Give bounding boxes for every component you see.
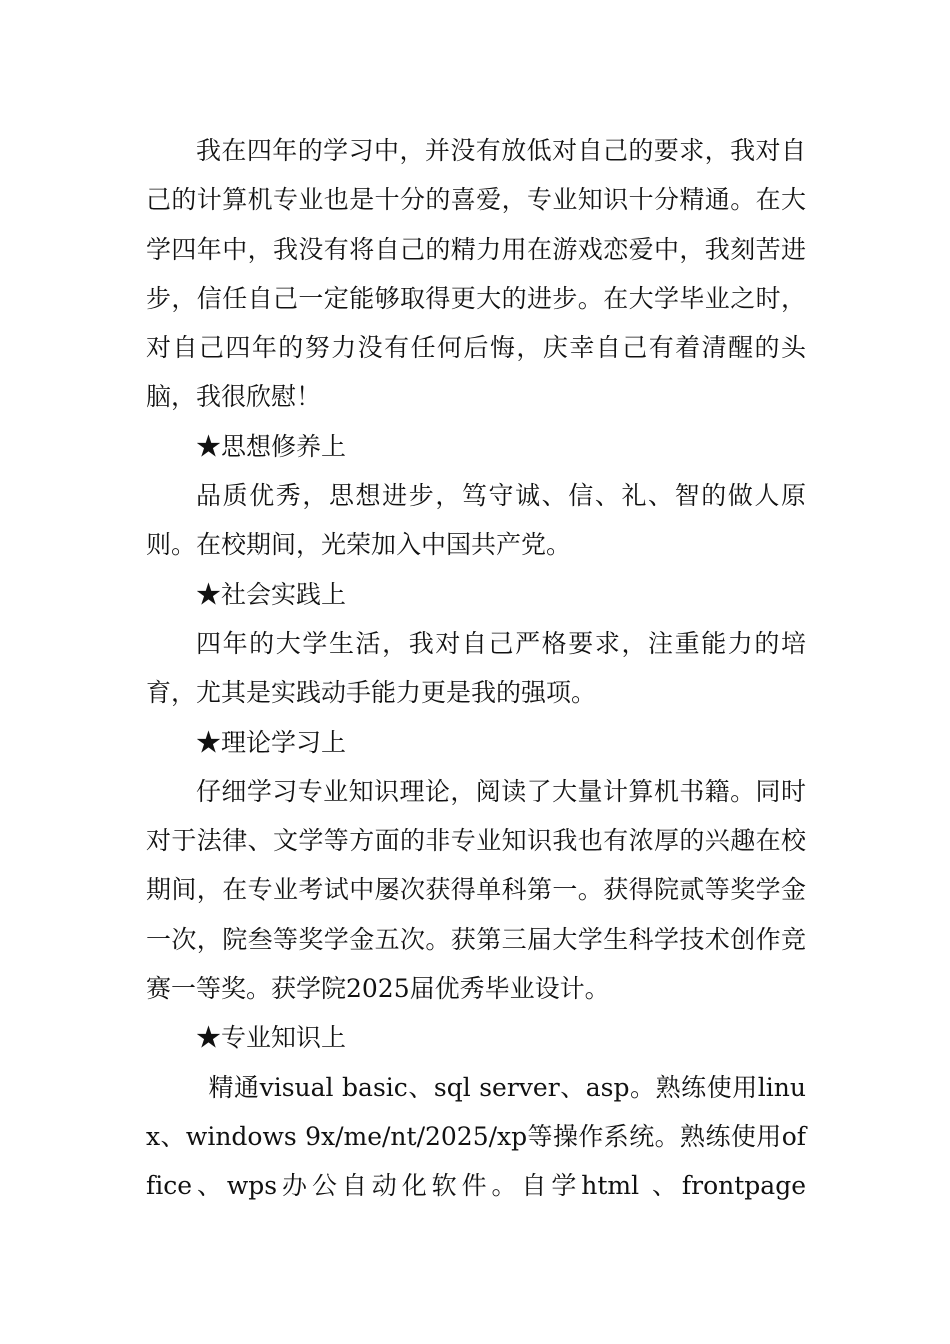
section-heading-ideology: ★思想修养上 — [196, 431, 347, 461]
document-page — [146, 126, 806, 1211]
theory-paragraph: 仔细学习专业知识理论，阅读了大量计算机书籍。同时对于法律、文学等方面的非专业知识我也有浓厚的兴趣在校期间，在专业考试中屡次获得单科第一。获得院贰等奖学金一次，院叁等奖学金五次。获第三届大学生科学技术创作竞赛一等奖。获学院2025届优秀毕业设计。 — [146, 776, 806, 1004]
practice-paragraph: 四年的大学生活，我对自己严格要求，注重能力的培育，尤其是实践动手能力更是我的强项。 — [146, 628, 806, 708]
ideology-paragraph: 品质优秀，思想进步，笃守诚、信、礼、智的做人原则。在校期间，光荣加入中国共产党。 — [146, 481, 806, 560]
intro-paragraph: 我在四年的学习中，并没有放低对自己的要求，我对自己的计算机专业也是十分的喜爱，专业知识十分精通。在大学四年中，我没有将自己的精力用在游戏恋爱中，我刻苦进步，信任自己一定能够取得更大的进步。在大学毕业之时，对自己四年的努力没有任何后悔，庆幸自己有着清醒的头脑，我很欣慰！ — [146, 136, 806, 412]
expertise-paragraph: 精通visual basic、sql server、asp。熟练使用linux、windows 9x/me/nt/2025/xp等操作系统。熟练使用office、wps办公自动化软件。自学html 、frontpage — [146, 1072, 806, 1201]
section-heading-expertise: ★专业知识上 — [196, 1023, 347, 1053]
section-heading-practice: ★社会实践上 — [196, 579, 347, 609]
section-heading-theory: ★理论学习上 — [196, 727, 347, 757]
